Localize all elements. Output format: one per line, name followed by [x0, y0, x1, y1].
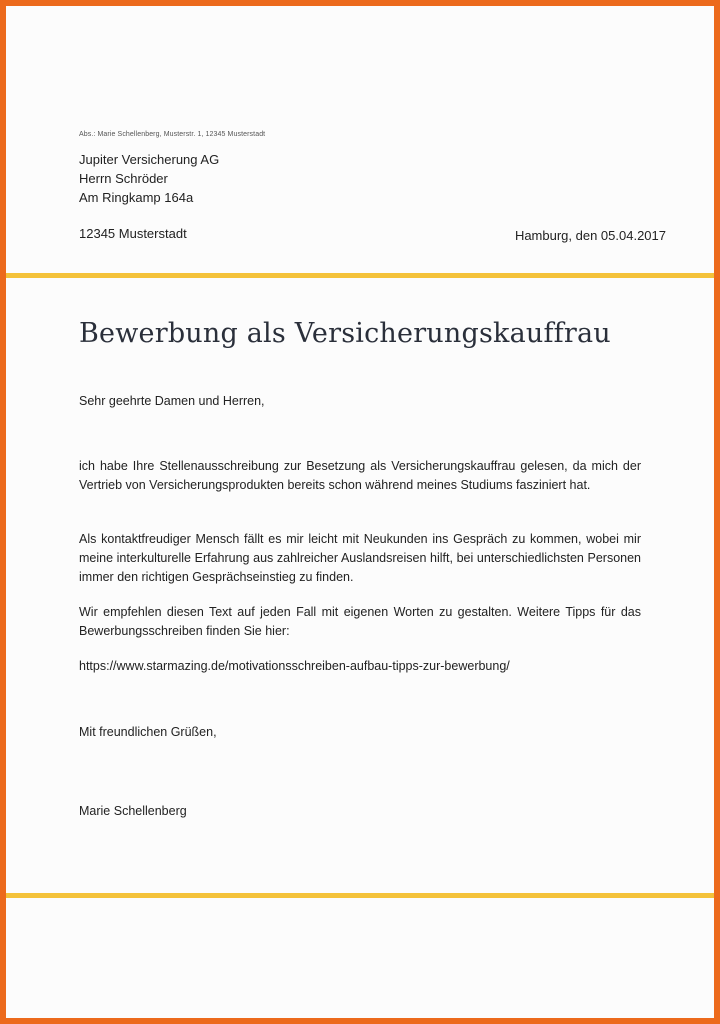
top-divider	[6, 273, 714, 278]
closing: Mit freundlichen Grüßen,	[79, 725, 217, 739]
signature-name: Marie Schellenberg	[79, 804, 187, 818]
bottom-divider	[6, 893, 714, 898]
recipient-city: 12345 Musterstadt	[79, 226, 187, 241]
recipient-street: Am Ringkamp 164a	[79, 190, 194, 205]
recipient-address	[79, 150, 219, 243]
letter-date: Hamburg, den 05.04.2017	[514, 228, 666, 243]
body-paragraph-3: Wir empfehlen diesen Text auf jeden Fall mit eigenen Worten zu gestalten. Weitere Tipps für das Bewerbungsschreiben finden Sie hier:	[79, 605, 641, 638]
recipient-company: Jupiter Versicherung AG	[79, 152, 220, 167]
recipient-contact: Herrn Schröder	[79, 171, 168, 186]
reference-link[interactable]: https://www.starmazing.de/motivationsschreiben-aufbau-tipps-zur-bewerbung/	[79, 659, 510, 673]
salutation: Sehr geehrte Damen und Herren,	[79, 394, 265, 408]
body-paragraph-1: ich habe Ihre Stellenausschreibung zur Besetzung als Versicherungskauffrau gelesen, da mich der Vertrieb von Versicherungsprodukten bereits schon während meines Studiums fasziniert hat.	[79, 459, 641, 492]
letter-title: Bewerbung als Versicherungskauffrau	[79, 318, 611, 349]
body-paragraph-2: Als kontaktfreudiger Mensch fällt es mir leicht mit Neukunden ins Gespräch zu kommen, wobei mir meine interkulturelle Erfahrung aus zahlreicher Auslandsreisen hilft, bei unterschiedlichsten Personen immer den richtigen Gesprächseinstieg zu finden.	[79, 532, 641, 584]
sender-address-line: Abs.: Marie Schellenberg, Musterstr. 1, 12345 Musterstadt	[79, 131, 266, 138]
